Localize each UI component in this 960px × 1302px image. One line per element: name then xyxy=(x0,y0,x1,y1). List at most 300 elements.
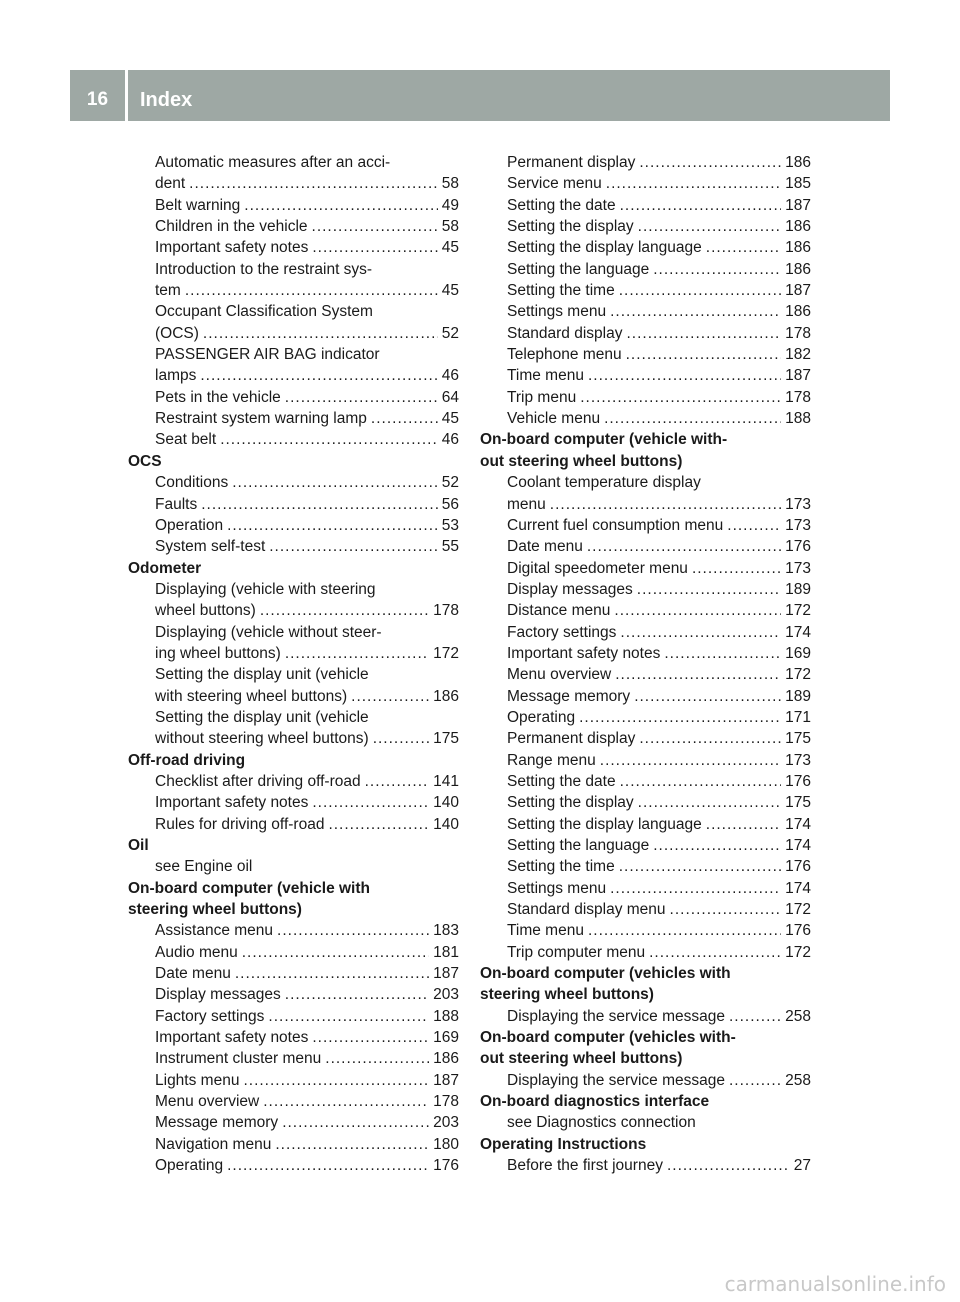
entry-page-number: 49 xyxy=(441,196,459,214)
index-subentry: Introduction to the restraint sys- xyxy=(155,260,373,278)
dot-leader xyxy=(200,365,437,386)
dot-leader xyxy=(220,429,438,450)
entry-label: Navigation menu xyxy=(155,1135,272,1153)
entry-page-number: 181 xyxy=(433,943,459,961)
index-entry xyxy=(128,173,459,194)
index-entry xyxy=(480,195,811,216)
index-entry xyxy=(128,515,459,536)
entry-page-number: 189 xyxy=(785,580,811,598)
index-entry xyxy=(128,942,459,963)
entry-label: ing wheel buttons) xyxy=(155,644,281,662)
index-subentry: Displaying (vehicle with steering xyxy=(155,580,376,598)
index-entry xyxy=(480,600,811,621)
index-entry xyxy=(480,536,811,557)
entry-label: Setting the display xyxy=(507,794,634,812)
entry-page-number: 178 xyxy=(785,324,811,342)
entry-page-number: 58 xyxy=(441,218,459,236)
entry-label: Audio menu xyxy=(155,943,238,961)
index-entry xyxy=(128,643,459,664)
index-entry xyxy=(480,814,811,835)
entry-label: Important safety notes xyxy=(507,644,661,662)
entry-page-number: 45 xyxy=(441,410,459,428)
entry-page-number: 186 xyxy=(785,260,811,278)
entry-label: Rules for driving off-road xyxy=(155,815,325,833)
entry-label: Display messages xyxy=(507,580,633,598)
entry-label: Setting the language xyxy=(507,260,650,278)
dot-leader xyxy=(653,835,781,856)
index-entry xyxy=(480,408,811,429)
dot-leader xyxy=(189,173,438,194)
watermark: carmanualsonline.info xyxy=(724,1272,946,1296)
entry-page-number: 186 xyxy=(785,154,811,171)
entry-page-number: 178 xyxy=(433,1093,459,1111)
index-entry xyxy=(480,771,811,792)
index-entry xyxy=(128,686,459,707)
entry-page-number: 141 xyxy=(433,772,459,790)
entry-page-number: 185 xyxy=(785,175,811,193)
entry-page-number: 176 xyxy=(785,858,811,876)
index-heading: Oil xyxy=(128,837,149,854)
index-entry xyxy=(128,280,459,301)
dot-leader xyxy=(606,173,781,194)
dot-leader xyxy=(263,1091,429,1112)
entry-page-number: 140 xyxy=(433,815,459,833)
index-entry xyxy=(480,899,811,920)
entry-page-number: 258 xyxy=(785,1007,811,1025)
entry-page-number: 64 xyxy=(441,388,459,406)
dot-leader xyxy=(706,237,781,258)
entry-page-number: 171 xyxy=(785,708,811,726)
dot-leader xyxy=(670,899,782,920)
index-heading: Odometer xyxy=(128,559,202,577)
index-entry xyxy=(128,472,459,493)
entry-page-number: 187 xyxy=(433,965,459,983)
entry-label: dent xyxy=(155,175,186,193)
dot-leader xyxy=(242,942,429,963)
entry-label: without steering wheel buttons) xyxy=(155,730,369,748)
index-entry xyxy=(128,365,459,386)
index-entry xyxy=(128,1027,459,1048)
index-entry xyxy=(128,1155,459,1176)
entry-page-number: 56 xyxy=(441,495,459,513)
index-entry xyxy=(128,1134,459,1155)
index-entry xyxy=(480,1006,811,1027)
dot-leader xyxy=(619,280,781,301)
dot-leader xyxy=(634,686,781,707)
header-divider xyxy=(125,70,128,121)
dot-leader xyxy=(312,216,438,237)
index-heading: out steering wheel buttons) xyxy=(480,452,683,470)
entry-label: Checklist after driving off-road xyxy=(155,772,361,790)
entry-label: Current fuel consumption menu xyxy=(507,516,724,534)
entry-label: Service menu xyxy=(507,175,602,193)
entry-label: Displaying the service message xyxy=(507,1071,725,1089)
entry-label: Setting the time xyxy=(507,282,615,300)
index-entry xyxy=(480,942,811,963)
entry-page-number: 53 xyxy=(441,516,459,534)
index-entry xyxy=(480,173,811,194)
dot-leader xyxy=(269,536,438,557)
dot-leader xyxy=(639,728,781,749)
index-entry xyxy=(480,259,811,280)
index-entry xyxy=(480,216,811,237)
entry-label: Restraint system warning lamp xyxy=(155,410,367,428)
entry-label: Children in the vehicle xyxy=(155,218,308,236)
entry-label: tem xyxy=(155,282,181,300)
entry-page-number: 172 xyxy=(785,666,811,684)
entry-page-number: 186 xyxy=(785,239,811,257)
entry-page-number: 182 xyxy=(785,346,811,364)
index-entry xyxy=(480,686,811,707)
index-heading: On-board computer (vehicle with- xyxy=(480,431,728,449)
entry-label: Important safety notes xyxy=(155,1029,309,1047)
entry-label: Permanent display xyxy=(507,730,636,748)
entry-page-number: 178 xyxy=(433,602,459,620)
dot-leader xyxy=(371,408,438,429)
index-subentry: Setting the display unit (vehicle xyxy=(155,666,369,684)
index-entry xyxy=(128,387,459,408)
entry-label: Date menu xyxy=(507,538,583,556)
entry-label: Important safety notes xyxy=(155,239,309,257)
entry-label: Seat belt xyxy=(155,431,217,449)
entry-page-number: 180 xyxy=(433,1135,459,1153)
dot-leader xyxy=(328,814,429,835)
entry-label: Telephone menu xyxy=(507,346,622,364)
dot-leader xyxy=(277,920,429,941)
index-entry xyxy=(480,643,811,664)
entry-page-number: 176 xyxy=(785,922,811,940)
dot-leader xyxy=(653,259,781,280)
entry-label: Operating xyxy=(507,708,576,726)
index-subentry: see Engine oil xyxy=(155,858,253,876)
entry-label: with steering wheel buttons) xyxy=(155,687,348,705)
dot-leader xyxy=(227,515,438,536)
index-entry xyxy=(480,920,811,941)
dot-leader xyxy=(285,984,429,1005)
entry-page-number: 52 xyxy=(441,474,459,492)
entry-page-number: 189 xyxy=(785,687,811,705)
entry-page-number: 172 xyxy=(785,943,811,961)
entry-label: System self-test xyxy=(155,538,266,556)
dot-leader xyxy=(579,707,781,728)
entry-page-number: 172 xyxy=(433,644,459,662)
index-entry xyxy=(480,622,811,643)
dot-leader xyxy=(614,600,781,621)
dot-leader xyxy=(727,515,781,536)
index-heading: On-board diagnostics interface xyxy=(480,1093,710,1111)
entry-page-number: 187 xyxy=(785,196,811,214)
dot-leader xyxy=(637,579,781,600)
entry-label: Message memory xyxy=(155,1114,279,1132)
index-entry xyxy=(480,344,811,365)
dot-leader xyxy=(275,1134,429,1155)
entry-label: Message memory xyxy=(507,687,631,705)
index-entry xyxy=(128,814,459,835)
dot-leader xyxy=(626,323,781,344)
index-entry xyxy=(480,664,811,685)
dot-leader xyxy=(203,323,438,344)
entry-label: lamps xyxy=(155,367,197,385)
dot-leader xyxy=(619,856,781,877)
dot-leader xyxy=(244,195,437,216)
entry-page-number: 46 xyxy=(441,367,459,385)
entry-page-number: 174 xyxy=(785,815,811,833)
entry-page-number: 172 xyxy=(785,901,811,919)
index-entry xyxy=(480,515,811,536)
dot-leader xyxy=(185,280,438,301)
entry-page-number: 172 xyxy=(785,602,811,620)
entry-page-number: 140 xyxy=(433,794,459,812)
index-entry xyxy=(480,323,811,344)
index-entry xyxy=(480,494,811,515)
entry-label: Operation xyxy=(155,516,224,534)
entry-label: Trip computer menu xyxy=(507,943,646,961)
entry-label: Setting the time xyxy=(507,858,615,876)
index-entry xyxy=(480,728,811,749)
index-entry xyxy=(128,494,459,515)
dot-leader xyxy=(201,494,438,515)
entry-label: Date menu xyxy=(155,965,231,983)
entry-page-number: 176 xyxy=(433,1157,459,1175)
entry-page-number: 169 xyxy=(433,1029,459,1047)
page-title: Index xyxy=(140,89,193,111)
entry-page-number: 187 xyxy=(785,367,811,385)
page-header xyxy=(70,70,890,121)
entry-label: Time menu xyxy=(507,922,584,940)
entry-label: Important safety notes xyxy=(155,794,309,812)
dot-leader xyxy=(620,771,782,792)
index-entry xyxy=(480,387,811,408)
dot-leader xyxy=(610,878,781,899)
entry-page-number: 186 xyxy=(785,303,811,321)
index-entry xyxy=(128,771,459,792)
index-heading: On-board computer (vehicles with xyxy=(480,965,731,983)
entry-page-number: 173 xyxy=(785,495,811,513)
dot-leader xyxy=(312,237,437,258)
index-entry xyxy=(480,750,811,771)
entry-page-number: 188 xyxy=(433,1007,459,1025)
index-heading: steering wheel buttons) xyxy=(128,901,302,919)
entry-label: Permanent display xyxy=(507,154,636,171)
entry-page-number: 173 xyxy=(785,559,811,577)
entry-label: Setting the display language xyxy=(507,815,702,833)
dot-leader xyxy=(639,152,781,173)
entry-label: Pets in the vehicle xyxy=(155,388,281,406)
entry-page-number: 174 xyxy=(785,623,811,641)
entry-page-number: 188 xyxy=(785,410,811,428)
entry-page-number: 173 xyxy=(785,516,811,534)
index-entry xyxy=(480,579,811,600)
index-entry xyxy=(128,237,459,258)
entry-page-number: 169 xyxy=(785,644,811,662)
dot-leader xyxy=(667,1155,790,1176)
dot-leader xyxy=(260,600,429,621)
entry-page-number: 183 xyxy=(433,922,459,940)
index-entry xyxy=(480,1070,811,1091)
entry-page-number: 27 xyxy=(793,1157,811,1175)
entry-page-number: 174 xyxy=(785,879,811,897)
index-entry xyxy=(128,963,459,984)
index-entry xyxy=(480,365,811,386)
dot-leader xyxy=(550,494,781,515)
entry-label: Instrument cluster menu xyxy=(155,1050,322,1068)
entry-label: Display messages xyxy=(155,986,281,1004)
dot-leader xyxy=(626,344,782,365)
dot-leader xyxy=(227,1155,429,1176)
entry-page-number: 203 xyxy=(433,1114,459,1132)
entry-label: Belt warning xyxy=(155,196,241,214)
entry-page-number: 178 xyxy=(785,388,811,406)
index-entry xyxy=(480,152,811,173)
index-entry xyxy=(480,301,811,322)
index-heading: steering wheel buttons) xyxy=(480,986,654,1004)
entry-label: Setting the display xyxy=(507,218,634,236)
index-entry xyxy=(128,1091,459,1112)
index-entry xyxy=(480,835,811,856)
entry-page-number: 176 xyxy=(785,772,811,790)
entry-page-number: 203 xyxy=(433,986,459,1004)
entry-label: wheel buttons) xyxy=(155,602,256,620)
entry-page-number: 175 xyxy=(785,794,811,812)
entry-page-number: 186 xyxy=(433,1050,459,1068)
entry-label: Menu overview xyxy=(507,666,612,684)
dot-leader xyxy=(692,558,781,579)
index-entry xyxy=(128,792,459,813)
entry-page-number: 175 xyxy=(433,730,459,748)
entry-page-number: 176 xyxy=(785,538,811,556)
dot-leader xyxy=(351,686,429,707)
entry-label: Distance menu xyxy=(507,602,611,620)
index-column-left xyxy=(128,152,459,1177)
index-heading: On-board computer (vehicle with xyxy=(128,879,370,897)
index-entry xyxy=(128,728,459,749)
entry-label: Displaying the service message xyxy=(507,1007,725,1025)
entry-page-number: 52 xyxy=(441,324,459,342)
dot-leader xyxy=(312,1027,429,1048)
index-entry xyxy=(128,1048,459,1069)
dot-leader xyxy=(325,1048,429,1069)
index-entry xyxy=(128,600,459,621)
entry-label: Operating xyxy=(155,1157,224,1175)
entry-label: Lights menu xyxy=(155,1071,240,1089)
index-entry xyxy=(128,429,459,450)
entry-label: Before the first journey xyxy=(507,1157,663,1175)
entry-page-number: 173 xyxy=(785,751,811,769)
index-heading: Off-road driving xyxy=(128,751,246,769)
index-entry xyxy=(128,1070,459,1091)
entry-label: Digital speedometer menu xyxy=(507,559,688,577)
index-subentry: Occupant Classification System xyxy=(155,303,373,321)
index-subentry: Automatic measures after an acci- xyxy=(155,154,391,171)
entry-label: Setting the date xyxy=(507,772,616,790)
entry-label: Trip menu xyxy=(507,388,577,406)
dot-leader xyxy=(243,1070,429,1091)
entry-label: Factory settings xyxy=(507,623,617,641)
entry-label: Vehicle menu xyxy=(507,410,601,428)
dot-leader xyxy=(282,1112,429,1133)
entry-page-number: 58 xyxy=(441,175,459,193)
dot-leader xyxy=(729,1006,781,1027)
dot-leader xyxy=(312,792,429,813)
index-heading: Operating Instructions xyxy=(480,1135,647,1153)
entry-label: Faults xyxy=(155,495,198,513)
index-entry xyxy=(128,216,459,237)
dot-leader xyxy=(638,792,781,813)
index-entry xyxy=(128,1112,459,1133)
entry-label: Time menu xyxy=(507,367,584,385)
entry-page-number: 186 xyxy=(785,218,811,236)
dot-leader xyxy=(232,472,438,493)
entry-label: Assistance menu xyxy=(155,922,274,940)
dot-leader xyxy=(729,1070,781,1091)
index-entry xyxy=(128,195,459,216)
index-entry xyxy=(480,237,811,258)
dot-leader xyxy=(365,771,430,792)
index-subentry: Coolant temperature display xyxy=(507,474,701,492)
index-entry xyxy=(480,707,811,728)
index-entry xyxy=(128,920,459,941)
dot-leader xyxy=(638,216,781,237)
index-entry xyxy=(480,856,811,877)
index-subentry: Setting the display unit (vehicle xyxy=(155,708,369,726)
entry-page-number: 45 xyxy=(441,282,459,300)
dot-leader xyxy=(600,750,781,771)
dot-leader xyxy=(587,536,781,557)
dot-leader xyxy=(649,942,781,963)
entry-page-number: 55 xyxy=(441,538,459,556)
index-subentry: see Diagnostics connection xyxy=(507,1114,696,1132)
entry-label: Setting the date xyxy=(507,196,616,214)
index-heading: out steering wheel buttons) xyxy=(480,1050,683,1068)
entry-page-number: 175 xyxy=(785,730,811,748)
dot-leader xyxy=(373,728,429,749)
dot-leader xyxy=(706,814,781,835)
page-number: 16 xyxy=(86,89,109,110)
index-entry xyxy=(128,536,459,557)
index-column-right xyxy=(480,152,811,1177)
index-entry xyxy=(128,984,459,1005)
entry-page-number: 45 xyxy=(441,239,459,257)
dot-leader xyxy=(615,664,781,685)
entry-page-number: 174 xyxy=(785,837,811,854)
entry-page-number: 187 xyxy=(785,282,811,300)
dot-leader xyxy=(588,920,781,941)
entry-label: menu xyxy=(507,495,546,513)
entry-label: Standard display menu xyxy=(507,901,666,919)
dot-leader xyxy=(285,643,429,664)
index-heading: On-board computer (vehicles with- xyxy=(480,1029,736,1047)
index-entry xyxy=(128,323,459,344)
dot-leader xyxy=(610,301,781,322)
index-heading: OCS xyxy=(128,452,162,470)
dot-leader xyxy=(588,365,781,386)
entry-label: Setting the display language xyxy=(507,239,702,257)
entry-label: Factory settings xyxy=(155,1007,265,1025)
index-entry xyxy=(480,792,811,813)
dot-leader xyxy=(235,963,429,984)
dot-leader xyxy=(604,408,781,429)
entry-label: Settings menu xyxy=(507,303,607,321)
entry-page-number: 258 xyxy=(785,1071,811,1089)
entry-label: Setting the language xyxy=(507,837,650,854)
entry-page-number: 187 xyxy=(433,1071,459,1089)
dot-leader xyxy=(620,195,782,216)
entry-label: Range menu xyxy=(507,751,596,769)
entry-label: Standard display xyxy=(507,324,623,342)
dot-leader xyxy=(268,1006,429,1027)
dot-leader xyxy=(664,643,781,664)
entry-label: Settings menu xyxy=(507,879,607,897)
